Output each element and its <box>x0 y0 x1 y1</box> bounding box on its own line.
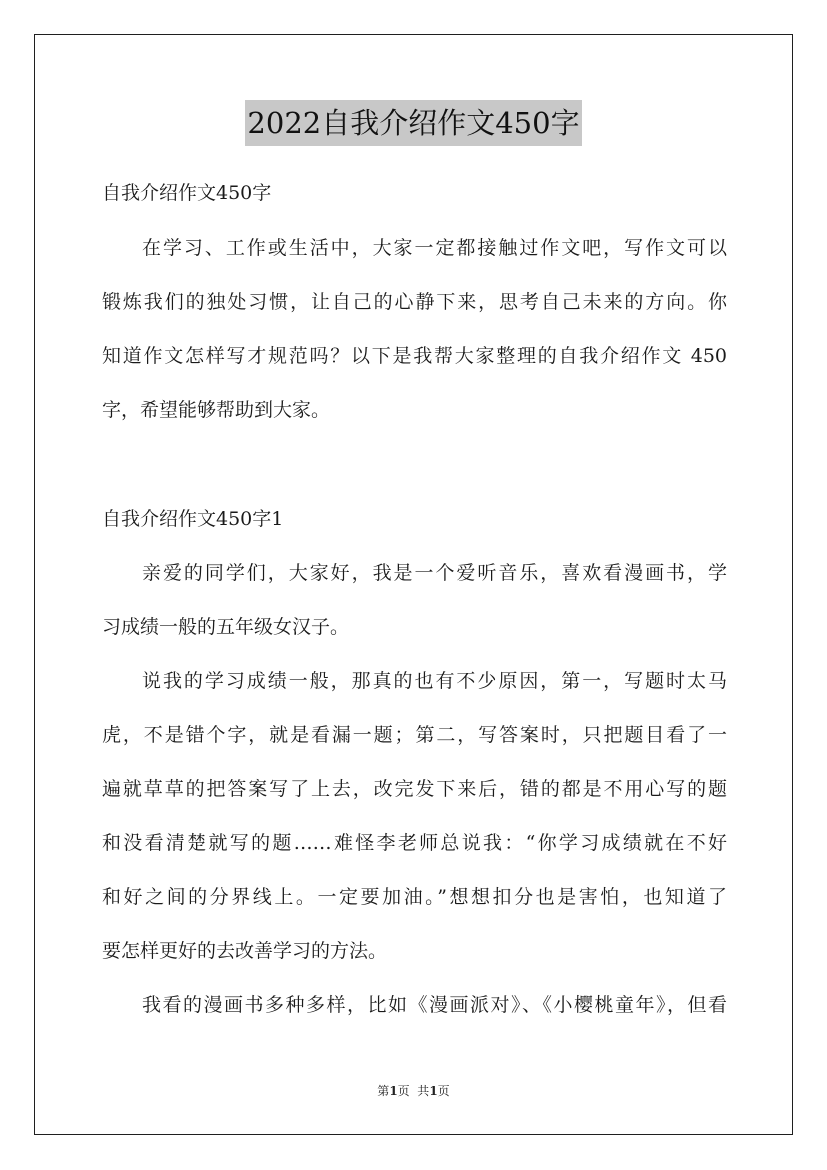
section-heading: 自我介绍作文450字1 <box>102 508 284 530</box>
paragraph-line: 习成绩一般的五年级女汉子。 <box>102 616 350 638</box>
intro-line: 字，希望能够帮助到大家。 <box>102 399 331 421</box>
footer-page-prefix: 第 <box>377 1084 390 1098</box>
paragraph-line: 要怎样更好的去改善学习的方法。 <box>102 940 388 962</box>
paragraph-line: 说我的学习成绩一般，那真的也有不少原因，第一，写题时太马 <box>142 670 727 692</box>
page-footer <box>0 1082 827 1099</box>
paragraph-line: 亲爱的同学们，大家好，我是一个爱听音乐，喜欢看漫画书，学 <box>142 562 727 584</box>
intro-line: 锻炼我们的独处习惯，让自己的心静下来，思考自己未来的方向。你 <box>102 291 727 313</box>
intro-line: 在学习、工作或生活中，大家一定都接触过作文吧，写作文可以 <box>142 237 727 259</box>
footer-page-suffix: 页 <box>437 1084 450 1098</box>
paragraph-line: 和没看清楚就写的题……难怪李老师总说我：“你学习成绩就在不好 <box>102 832 727 854</box>
title-wrap <box>0 100 827 146</box>
subtitle: 自我介绍作文450字 <box>102 182 272 204</box>
footer-page-total: 1 <box>429 1084 438 1098</box>
footer-page-mid: 页 共 <box>397 1084 430 1098</box>
intro-line: 知道作文怎样写才规范吗？以下是我帮大家整理的自我介绍作文 450 <box>102 345 727 367</box>
document-title: 2022自我介绍作文450字 <box>245 100 581 146</box>
footer-page-current: 1 <box>389 1084 398 1098</box>
paragraph-line: 遍就草草的把答案写了上去，改完发下来后，错的都是不用心写的题 <box>102 778 727 800</box>
paragraph-line: 虎，不是错个字，就是看漏一题；第二，写答案时，只把题目看了一 <box>102 724 727 746</box>
paragraph-line: 和好之间的分界线上。一定要加油。”想想扣分也是害怕，也知道了 <box>102 886 727 908</box>
paragraph-line: 我看的漫画书多种多样，比如《漫画派对》、《小樱桃童年》，但看 <box>142 994 727 1016</box>
